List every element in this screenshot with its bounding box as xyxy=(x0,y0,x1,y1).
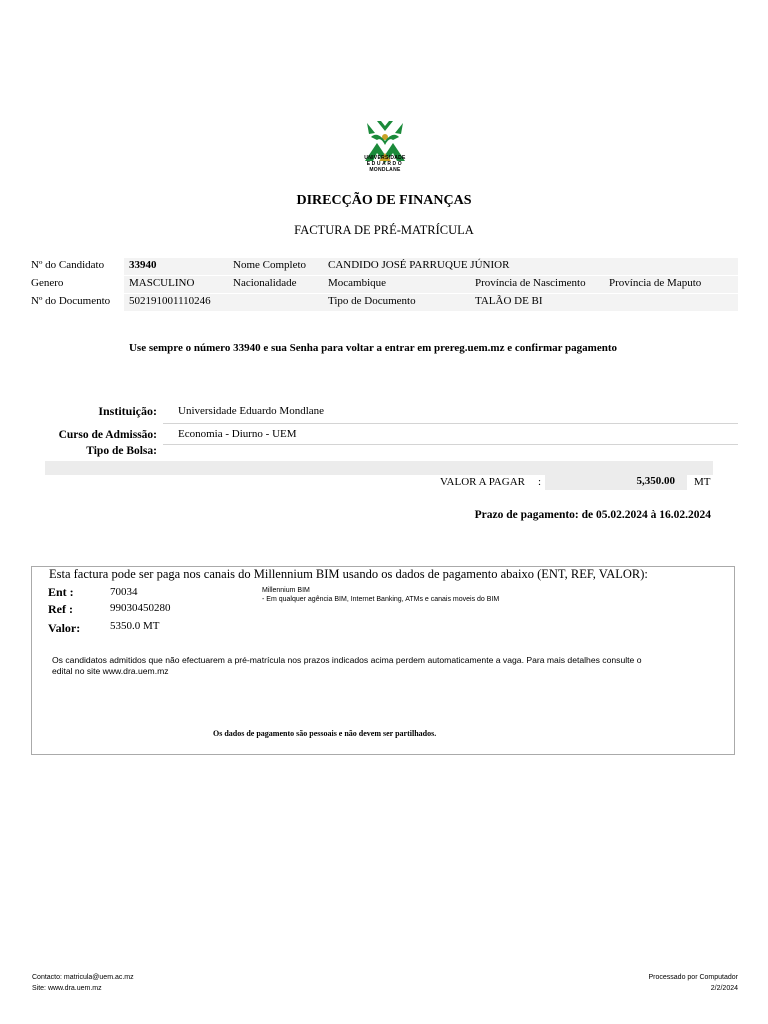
footer-site: Site: www.dra.uem.mz xyxy=(32,985,102,992)
footer-contact: Contacto: matricula@uem.ac.mz xyxy=(32,974,134,981)
info-row-bg xyxy=(124,294,738,311)
payment-deadline: Prazo de pagamento: de 05.02.2024 à 16.02.2024 xyxy=(474,509,711,521)
bank-name: Millennium BIM xyxy=(262,587,310,594)
divider xyxy=(163,444,738,445)
course-value: Economia - Diurno - UEM xyxy=(178,428,297,440)
institution-label: Instituição: xyxy=(98,404,157,418)
nationality-value: Mocambique xyxy=(328,277,387,289)
valor-value: 5350.0 MT xyxy=(110,620,160,632)
entity-value: 70034 xyxy=(110,586,138,598)
institution-value: Universidade Eduardo Mondlane xyxy=(178,405,325,417)
login-notice: Use sempre o número 33940 e sua Senha para voltar a entrar em prereg.uem.mz e confirmar pagamento xyxy=(128,342,617,354)
scholarship-label: Tipo de Bolsa: xyxy=(86,445,157,457)
document-number-label: Nº do Documento xyxy=(31,295,111,307)
payment-intro: Esta factura pode ser paga nos canais do Millennium BIM usando os dados de pagamento abaixo (ENT, REF, VALOR): xyxy=(49,567,648,581)
entity-label: Ent : xyxy=(48,585,74,599)
footer-processed: Processado por Computador xyxy=(648,974,738,981)
candidate-number-value: 33940 xyxy=(129,259,157,271)
course-label: Curso de Admissão: xyxy=(58,429,157,441)
gender-value: MASCULINO xyxy=(129,277,195,289)
full-name-value: CANDIDO JOSÉ PARRUQUE JÚNIOR xyxy=(328,259,510,271)
valor-label: Valor: xyxy=(48,621,81,635)
reference-label: Ref : xyxy=(48,602,73,616)
amount-value: 5,350.00 xyxy=(636,475,675,487)
privacy-note: Os dados de pagamento são pessoais e não devem ser partilhados. xyxy=(213,729,437,738)
warning-text: edital no site www.dra.uem.mz xyxy=(52,666,169,676)
warning-text: Os candidatos admitidos que não efectuarem a pré-matrícula nos prazos indicados acima perdem automaticamente a vaga. Para mais detalhes consulte o xyxy=(52,655,642,665)
reference-value: 99030450280 xyxy=(110,602,171,614)
nationality-label: Nacionalidade xyxy=(233,277,297,289)
candidate-number-label: Nº do Candidato xyxy=(31,259,105,271)
page-subtitle: FACTURA DE PRÉ-MATRÍCULA xyxy=(294,223,474,237)
birth-province-value: Província de Maputo xyxy=(609,277,702,289)
divider xyxy=(163,423,738,424)
logo-wordmark xyxy=(358,155,412,173)
document-number-value: 502191001110246 xyxy=(129,295,211,307)
separator-bar xyxy=(45,461,713,475)
page-title: DIRECÇÃO DE FINANÇAS xyxy=(296,193,472,208)
footer-date: 2/2/2024 xyxy=(710,985,738,992)
bank-channels: - Em qualquer agência BIM, Internet Banking, ATMs e canais moveis do BIM xyxy=(262,596,500,603)
amount-label: VALOR A PAGAR xyxy=(440,476,525,488)
logo-line: MONDLANE xyxy=(369,167,401,173)
full-name-label: Nome Completo xyxy=(233,259,307,271)
document-type-label: Tipo de Documento xyxy=(328,295,416,307)
logo-line: UNIVERSIDADE xyxy=(364,155,406,161)
amount-separator: : xyxy=(538,476,542,488)
logo-line: EDUARDO xyxy=(366,161,404,167)
document-type-value: TALÃO DE BI xyxy=(475,295,543,307)
amount-currency: MT xyxy=(694,476,711,488)
birth-province-label: Província de Nascimento xyxy=(475,277,586,289)
gender-label: Genero xyxy=(31,277,64,289)
